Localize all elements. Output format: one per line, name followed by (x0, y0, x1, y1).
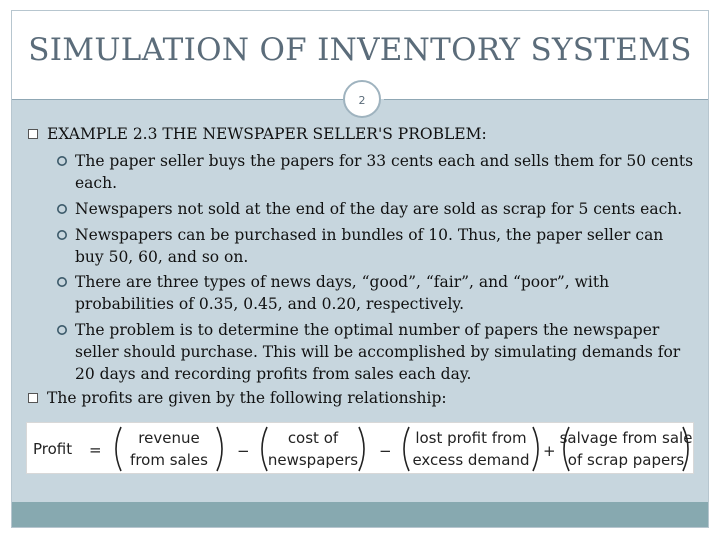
ring-bullet-icon (56, 229, 68, 241)
sub-bullet-line: seller should purchase. This will be accomplished by simulating demands for (75, 343, 681, 362)
square-bullet-icon (28, 129, 38, 139)
formula-term-bottom: excess demand (412, 451, 530, 469)
sub-bullet-line: The paper seller buys the papers for 33 cents each and sells them for 50 cents (75, 152, 694, 170)
sub-bullet-item (58, 319, 698, 386)
formula-equals: = (89, 441, 102, 459)
footer-band (12, 502, 708, 527)
right-paren (359, 427, 364, 471)
page-number: 2 (343, 80, 381, 118)
sub-bullet-line: probabilities of 0.35, 0.45, and 0.20, respectively. (75, 295, 465, 314)
sub-bullet-line: Newspapers not sold at the end of the day are sold as scrap for 5 cents each. (75, 200, 683, 218)
profits-line: The profits are given by the following relationship: (47, 389, 447, 407)
sub-bullet-line: The problem is to determine the optimal number of papers the newspaper (75, 321, 660, 339)
sub-bullet-line: 20 days and recording profits from sales each day. (75, 365, 472, 384)
right-paren (533, 427, 538, 471)
formula-term-top: cost of (287, 429, 339, 447)
square-bullet-icon (28, 393, 38, 403)
formula-term-bottom: from sales (130, 451, 208, 469)
left-paren (404, 427, 409, 471)
profits-bullet (28, 388, 447, 409)
sub-bullet-line: There are three types of news days, “good”, “fair”, and “poor”, with (75, 273, 610, 291)
slide-title: SIMULATION OF INVENTORY SYSTEMS (28, 32, 692, 68)
sub-bullet-item (58, 198, 698, 220)
formula-lhs: Profit (33, 440, 73, 458)
ring-bullet-icon (56, 324, 68, 336)
sub-bullet-line: each. (75, 174, 118, 193)
ring-bullet-icon (56, 276, 68, 288)
sub-bullet-line: Newspapers can be purchased in bundles of 10. Thus, the paper seller can (75, 226, 664, 244)
formula-operator: − (379, 442, 392, 460)
sub-bullet-line: buy 50, 60, and so on. (75, 248, 249, 267)
right-paren (217, 427, 222, 471)
example-heading-bullet (28, 124, 487, 145)
formula-operator: − (237, 442, 250, 460)
ring-bullet-icon (56, 155, 68, 167)
sub-bullet-item (58, 150, 698, 194)
divider-left (12, 99, 343, 100)
formula-term-bottom: of scrap papers (567, 451, 685, 469)
formula-term-top: revenue (138, 429, 200, 447)
profit-formula-graphic (27, 423, 695, 475)
example-heading: EXAMPLE 2.3 THE NEWSPAPER SELLER'S PROBLEM: (47, 125, 487, 143)
formula-term-top: salvage from sale (559, 429, 693, 447)
sub-bullet-item (58, 271, 698, 315)
formula-term-top: lost profit from (415, 429, 527, 447)
left-paren (262, 427, 267, 471)
formula-operator: + (543, 442, 556, 460)
formula-term-bottom: newspapers (267, 451, 359, 469)
ring-bullet-icon (56, 203, 68, 215)
profit-formula (26, 422, 694, 474)
sub-bullet-item (58, 224, 698, 268)
divider-right (384, 99, 708, 100)
left-paren (116, 427, 121, 471)
